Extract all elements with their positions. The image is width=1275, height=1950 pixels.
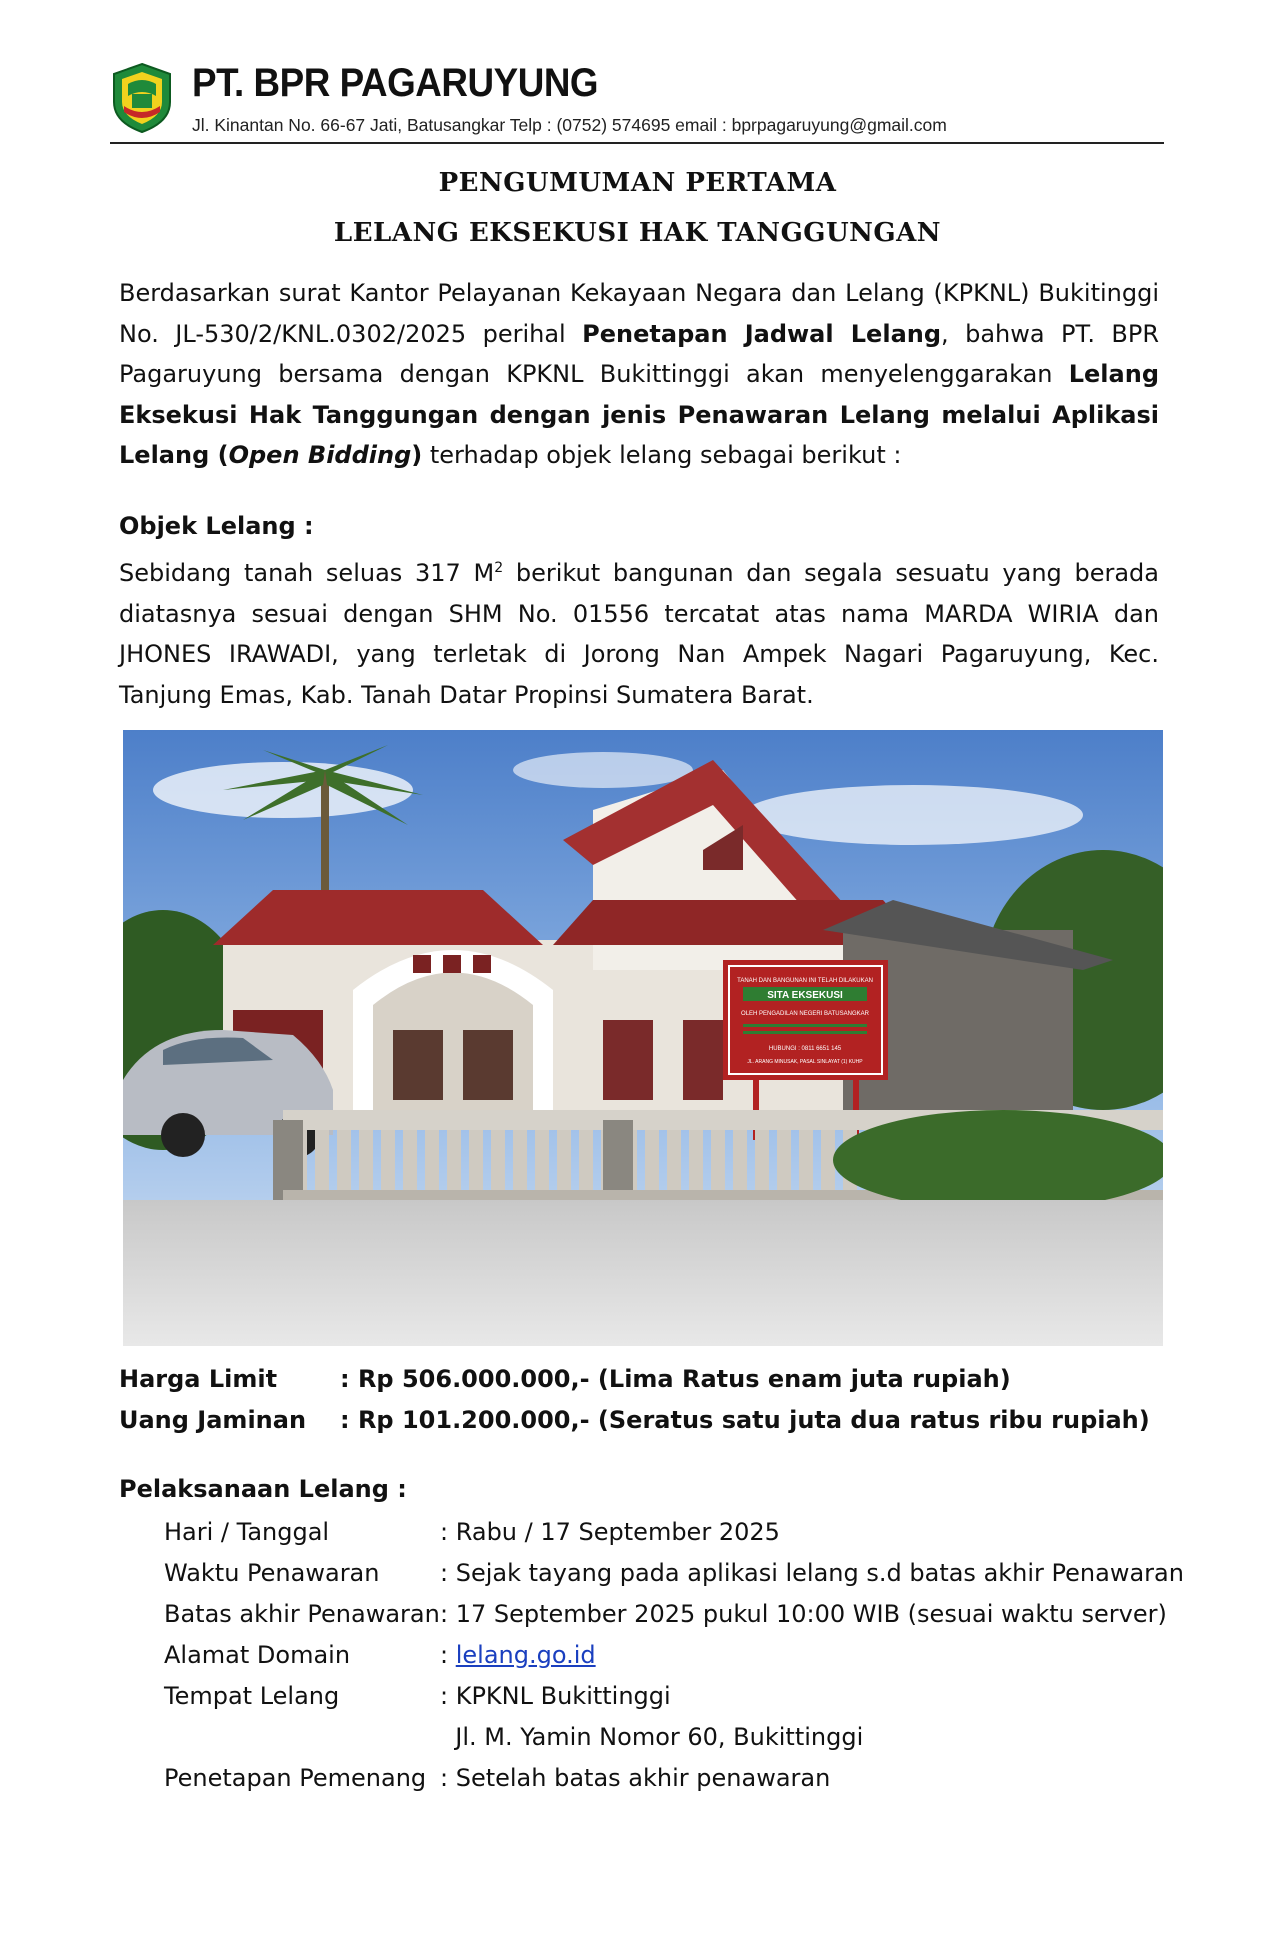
objek-description: Sebidang tanah seluas 317 $M^2$ berikut bangunan dan segala sesuatu yang berada diatasnya sesuai dengan SHM No. 01556 tercatat atas nama MARDA WIRIA dan JHONES IRAWADI, yang terletak di Jorong Nan Ampek Nagari Pagaruyung, Kec. Tanjung Emas, Kab. Tanah Datar Propinsi Sumatera Barat. <box>119 559 1159 709</box>
sign-phone-text: HUBUNGI : 0811 6651 145 <box>768 1046 842 1052</box>
sign-sub-text: OLEH PENGADILAN NEGERI BATUSANGKAR <box>741 1011 869 1017</box>
announcement-subtitle: LELANG EKSEKUSI HAK TANGGUNGAN <box>333 218 942 248</box>
sign-address-text: JL. ARANG MINUSAK, PASAL SINLAYAT (1) KUHP <box>747 1059 863 1065</box>
letterhead <box>110 62 1164 146</box>
sign-top-text: TANAH DAN BANGUNAN INI TELAH DILAKUKAN <box>737 978 873 984</box>
header-divider <box>110 142 1164 144</box>
uang-jaminan-label: Uang Jaminan <box>119 1406 307 1434</box>
company-logo-shield-icon <box>110 62 174 134</box>
pelaksanaan-heading: Pelaksanaan Lelang : <box>119 1475 407 1503</box>
uang-jaminan-value: : Rp 101.200.000,- (Seratus satu juta dua ratus ribu rupiah) <box>340 1406 1150 1434</box>
announcement-title: PENGUMUMAN PERTAMA <box>438 168 837 198</box>
company-address: Jl. Kinantan No. 66-67 Jati, Batusangkar Telp : (0752) 574695 email : bprpagaruyung@gmail.com <box>192 115 947 135</box>
lelang-domain-link[interactable]: lelang.go.id <box>455 1641 596 1669</box>
sign-title-text: SITA EKSEKUSI <box>767 990 843 1001</box>
company-name: PT. BPR PAGARUYUNG <box>192 61 599 105</box>
harga-limit-label: Harga Limit <box>119 1365 278 1393</box>
objek-heading: Objek Lelang : <box>119 512 314 540</box>
intro-paragraph: Berdasarkan surat Kantor Pelayanan Kekayaan Negara dan Lelang (KPKNL) Bukitinggi No. JL-530/2/KNL.0302/2025 perihal Penetapan Jadwal Lelang, bahwa PT. BPR Pagaruyung bersama dengan KPKNL Bukittinggi akan menyelenggarakan Lelang Eksekusi Hak Tanggungan dengan jenis Penawaran Lelang melalui Aplikasi Lelang (Open Bidding) terhadap objek lelang sebagai berikut : <box>119 279 1159 469</box>
harga-limit-value: : Rp 506.000.000,- (Lima Ratus enam juta rupiah) <box>340 1365 1011 1393</box>
property-photo <box>123 730 1163 1346</box>
